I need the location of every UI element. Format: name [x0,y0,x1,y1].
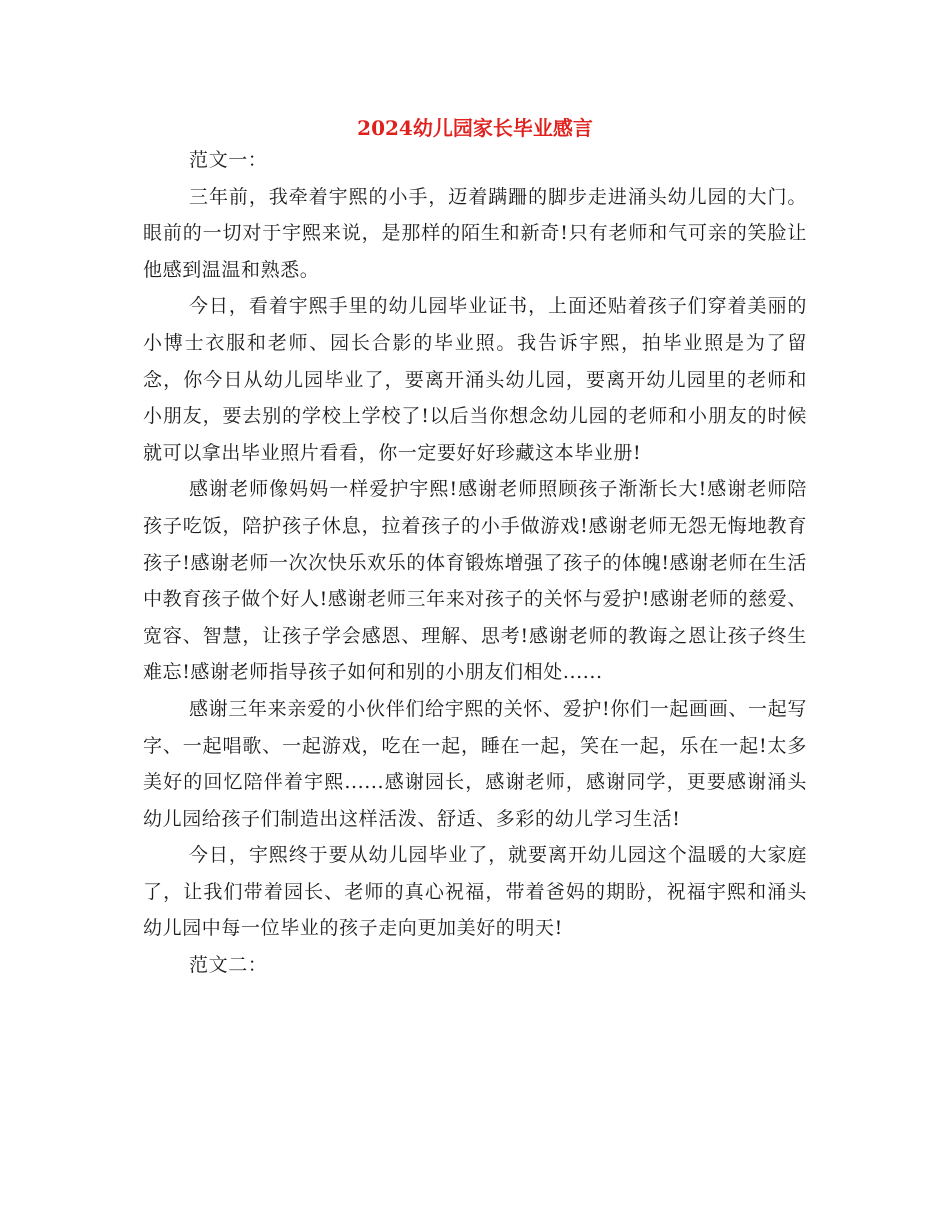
document-title: 2024幼儿园家长毕业感言 [357,116,593,140]
paragraph-heading-sample-two: 范文二： [189,954,268,977]
paragraph: 今日，宇熙终于要从幼儿园毕业了，就要离开幼儿园这个温暖的大家庭了，让我们带着园长、老师的真心祝福，带着爸妈的期盼，祝福宇熙和涌头幼儿园中每一位毕业的孩子走向更加美好的明天! [143,844,807,940]
paragraph: 感谢三年来亲爱的小伙伴们给宇熙的关怀、爱护!你们一起画画、一起写字、一起唱歌、一起游戏，吃在一起，睡在一起，笑在一起，乐在一起!太多美好的回忆陪伴着宇熙......感谢园长，感谢老师，感谢同学，更要感谢涌头幼儿园给孩子们制造出这样活泼、舒适、多彩的幼儿学习生活! [143,697,807,830]
paragraph-heading-sample-one: 范文一： [189,149,268,171]
document-body [143,142,807,984]
paragraph: 感谢老师像妈妈一样爱护宇熙!感谢老师照顾孩子渐渐长大!感谢老师陪孩子吃饭，陪护孩子休息，拉着孩子的小手做游戏!感谢老师无怨无悔地教育孩子!感谢老师一次次快乐欢乐的体育锻炼增强了孩子的体魄!感谢老师在生活中教育孩子做个好人!感谢老师三年来对孩子的关怀与爱护!感谢老师的慈爱、宽容、智慧，让孩子学会感恩、理解、思考!感谢老师的教诲之恩让孩子终生难忘!感谢老师指导孩子如何和别的小朋友们相处...... [143,478,807,684]
paragraph: 今日，看着宇熙手里的幼儿园毕业证书，上面还贴着孩子们穿着美丽的小博士衣服和老师、园长合影的毕业照。我告诉宇熙，拍毕业照是为了留念，你今日从幼儿园毕业了，要离开涌头幼儿园，要离开幼儿园里的老师和小朋友，要去别的学校上学校了!以后当你想念幼儿园的老师和小朋友的时候就可以拿出毕业照片看看，你一定要好好珍藏这本毕业册! [143,295,807,464]
paragraph: 三年前，我牵着宇熙的小手，迈着蹒跚的脚步走进涌头幼儿园的大门。眼前的一切对于宇熙来说，是那样的陌生和新奇!只有老师和气可亲的笑脸让他感到温温和熟悉。 [143,185,807,281]
